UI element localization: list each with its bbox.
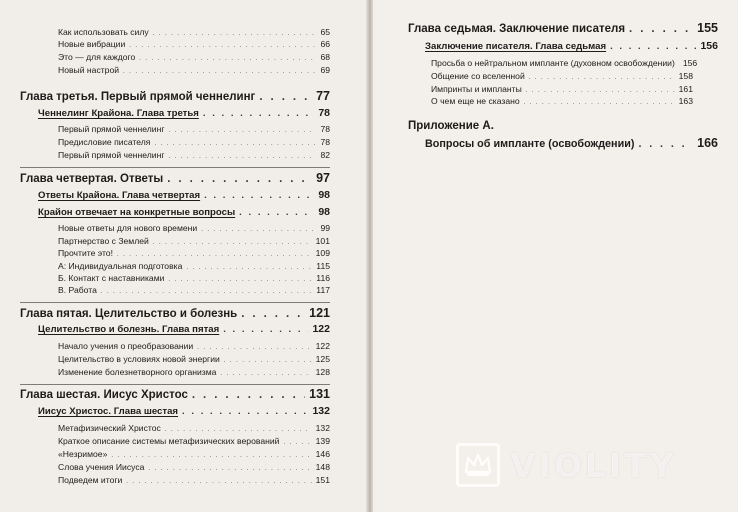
watermark-text: VIOLITY [510,445,677,485]
leader-dots [220,368,311,380]
chapter-page: 77 [316,89,330,103]
entry-title: Краткое описание системы метафизических верований [58,436,280,446]
entry-title: Прочтите это! [58,248,113,258]
entry-page: 148 [315,462,330,472]
entry-page: 66 [320,39,330,49]
chapter-4-heading [20,170,330,186]
entry-page: 163 [678,96,693,106]
entry-page: 68 [320,52,330,62]
chapter-page: 97 [316,171,330,185]
entry-page: 139 [315,436,330,446]
divider [20,302,330,303]
subchapter-page: 78 [318,107,330,119]
entry-page: 122 [315,341,330,351]
entry-page: 146 [315,449,330,459]
entry-page: 125 [315,354,330,364]
watermark [456,440,677,490]
divider [20,167,330,168]
entry-title: Б. Контакт с наставниками [58,273,165,283]
subchapter-title: Целительство и болезнь. Глава пятая [38,324,220,335]
toc-entry [58,149,330,161]
chapter-title: Глава четвертая. Ответы [20,173,164,185]
entry-page: 158 [678,71,693,81]
toc-entry [58,448,330,460]
crown-icon [456,443,500,487]
toc-entry [431,57,698,69]
toc-entry [58,366,330,378]
chapter-4-subheading [38,188,330,202]
subchapter-title: Ченнелинг Крайона. Глава третья [38,108,199,119]
entry-title: Партнерство с Землей [58,236,149,246]
toc-entry [58,123,330,135]
left-page [0,0,368,512]
toc-entry [431,95,693,107]
chapter-title: Глава третья. Первый прямой ченнелинг [20,91,256,103]
subchapter-title: Крайон отвечает на конкретные вопросы [38,207,236,218]
chapter-page: 121 [309,306,330,320]
appendix-page: 166 [697,136,718,150]
entry-page: 115 [316,261,330,271]
entry-title: В. Работа [58,285,97,295]
subchapter-page: 132 [312,405,330,417]
leader-dots [524,97,675,109]
toc-entry [58,38,330,50]
toc-entry [58,51,330,63]
entry-title: А: Индивидуальная подготовка [58,261,183,271]
entry-page: 156 [682,58,698,68]
subchapter-title: Иисус Христос. Глава шестая [38,406,179,417]
divider [20,384,330,385]
right-page [373,0,738,512]
leader-dots [610,40,696,54]
appendix-subheading [425,135,718,151]
entry-page: 69 [320,65,330,75]
chapter-6-heading [20,386,330,402]
chapter-4-subheading [38,205,330,219]
entry-title: Первый прямой ченнелинг [58,150,165,160]
chapter-5-subheading [38,322,330,336]
entry-title: Импринты и импланты [431,84,522,94]
chapter-6-subheading [38,404,330,418]
toc-entry [58,136,330,148]
entry-page: 82 [320,150,330,160]
entry-title: Новые вибрации [58,39,126,49]
chapter-title: Глава шестая. Иисус Христос [20,389,188,401]
entry-page: 99 [320,223,330,233]
toc-entry [58,64,330,76]
entry-page: 78 [320,137,330,147]
leader-dots [638,136,693,152]
leader-dots [101,286,312,298]
entry-page: 78 [320,124,330,134]
entry-title: Новый настрой [58,65,120,75]
subchapter-page: 156 [700,40,718,52]
entry-title: Предисловие писателя [58,137,151,147]
entry-title: Как использовать силу [58,27,149,37]
entry-title: «Незримое» [58,449,108,459]
leader-dots [259,89,312,105]
subchapter-page: 122 [312,323,330,335]
entry-page: 117 [316,285,330,295]
toc-entry [58,422,330,434]
entry-title: Общение со вселенной [431,71,525,81]
chapter-page: 131 [309,387,330,401]
toc-entry [431,83,693,95]
toc-entry [58,284,330,296]
toc-entry [58,340,330,352]
chapter-title: Глава седьмая. Заключение писателя [408,23,626,35]
entry-title: Изменение болезнетворного организма [58,367,217,377]
entry-title: Начало учения о преобразовании [58,341,194,351]
appendix-sub-title: Вопросы об импланте (освобождении) [425,138,635,150]
leader-dots [239,206,314,220]
chapter-5-heading [20,305,330,321]
entry-page: 101 [315,236,330,246]
entry-page: 132 [315,423,330,433]
toc-entry [431,70,693,82]
chapter-7-subheading [425,39,718,53]
toc-entry [58,247,330,259]
entry-title: Подведем итоги [58,475,123,485]
entry-page: 65 [320,27,330,37]
appendix-title: Приложение А. [408,120,494,132]
entry-title: Целительство в условиях новой энергии [58,354,220,364]
toc-entry [58,26,330,38]
entry-page: 116 [316,273,330,283]
leader-dots [629,21,693,37]
chapter-title: Глава пятая. Целительство и болезнь [20,308,238,320]
entry-title: Слова учения Иисуса [58,462,145,472]
leader-dots [192,387,305,403]
toc-entry [58,222,330,234]
entry-page: 109 [315,248,330,258]
leader-dots [203,107,314,121]
entry-page: 161 [678,84,693,94]
leader-dots [126,476,311,488]
entry-title: О чем еще не сказано [431,96,520,106]
subchapter-title: Ответы Крайона. Глава четвертая [38,190,201,201]
leader-dots [182,405,308,419]
subchapter-page: 98 [318,206,330,218]
chapter-page: 155 [697,21,718,35]
subchapter-page: 98 [318,189,330,201]
appendix-heading [408,118,718,134]
entry-title: Это — для каждого [58,52,136,62]
leader-dots [204,189,314,203]
toc-entry [58,461,330,473]
leader-dots [241,306,305,322]
subchapter-title: Заключение писателя. Глава седьмая [425,41,607,52]
entry-title: Метафизический Христос [58,423,161,433]
entry-page: 128 [315,367,330,377]
toc-entry [58,260,330,272]
chapter-3-heading [20,88,330,104]
leader-dots [123,66,316,78]
entry-title: Просьба о нейтральном импланте (духовном освобождении) [431,58,675,68]
chapter-3-subheading [38,106,330,120]
chapter-7-heading [408,20,718,36]
toc-entry [58,474,330,486]
entry-title: Новые ответы для нового времени [58,223,198,233]
entry-page: 151 [315,475,330,485]
toc-entry [58,435,330,447]
leader-dots [223,323,308,337]
leader-dots [167,171,312,187]
toc-entry [58,272,330,284]
leader-dots [168,151,316,163]
toc-entry [58,235,330,247]
toc-entry [58,353,330,365]
entry-title: Первый прямой ченнелинг [58,124,165,134]
